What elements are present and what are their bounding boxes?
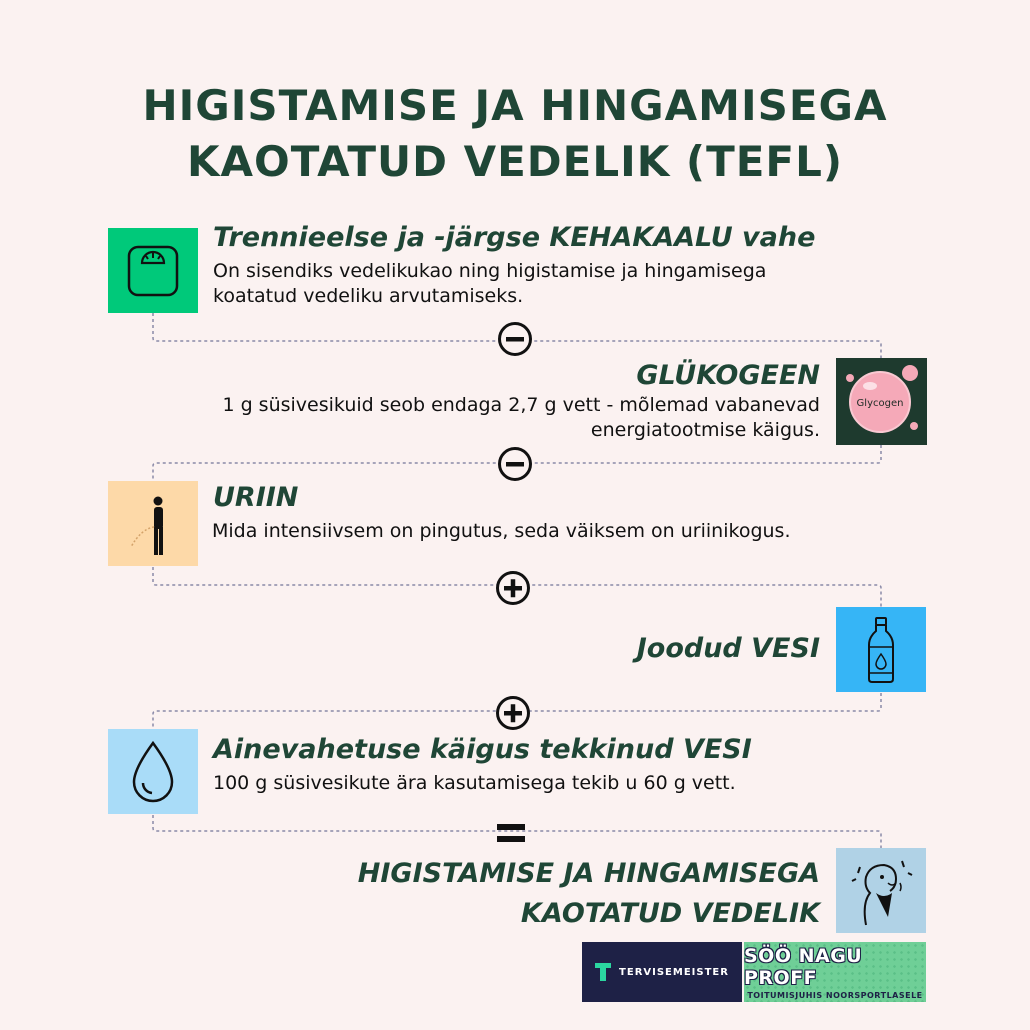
plus-icon [495, 570, 531, 606]
equals-icon [491, 815, 535, 851]
step-text-glycogen-1: 1 g süsivesikuid seob endaga 2,7 g vett - mõlemad vabanevad [222, 394, 820, 416]
tervisemeister-logo [582, 942, 742, 1002]
step-heading-urine: URIIN [213, 482, 299, 513]
minus-icon [497, 321, 533, 357]
water-bottle-icon-box [836, 607, 926, 692]
step-text-body-weight-1: On sisendiks vedelikukao ning higistamise ja hingamisega [213, 260, 767, 282]
step-text-urine: Mida intensiivsem on pingutus, seda väiksem on uriinikogus. [212, 520, 791, 542]
water-drop-icon [128, 739, 178, 805]
water-bottle-icon [861, 615, 901, 685]
urinating-person-icon-box [108, 481, 198, 566]
glycogen-icon [836, 358, 927, 445]
sweating-person-icon-box [836, 848, 926, 933]
soo-nagu-proff-logo-subtitle: TOITUMISJUHIS NOORSPORTLASELE [747, 990, 923, 1000]
step-heading-drunk-water: Joodud VESI [636, 633, 820, 664]
soo-nagu-proff-logo-title: SÖÖ NAGU PROFF [744, 944, 863, 989]
step-text-body-weight-2: koatatud vedeliku arvutamiseks. [213, 285, 524, 307]
step-heading-glycogen: GLÜKOGEEN [636, 360, 820, 391]
scale-icon-box [108, 228, 198, 313]
step-heading-body-weight: Trennieelse ja -järgse KEHAKAALU vahe [213, 222, 816, 253]
step-text-glycogen-2: energiatootmise käigus. [590, 419, 820, 441]
water-drop-icon-box [108, 729, 198, 814]
plus-icon [495, 695, 531, 731]
tervisemeister-logo-text: TERVISEMEISTER [619, 966, 729, 978]
result-heading-line-2: KAOTATUD VEDELIK [520, 898, 820, 929]
glycogen-icon-label: Glycogen [856, 398, 904, 409]
sweating-person-icon [848, 853, 914, 929]
scale-icon [126, 244, 180, 298]
glycogen-icon-box [836, 358, 927, 445]
tervisemeister-logo-icon [595, 963, 611, 981]
result-heading-line-1: HIGISTAMISE JA HINGAMISEGA [357, 858, 820, 889]
step-heading-metabolic-water: Ainevahetuse käigus tekkinud VESI [213, 734, 752, 765]
minus-icon [497, 446, 533, 482]
soo-nagu-proff-logo [744, 942, 926, 1002]
step-text-metabolic-water: 100 g süsivesikute ära kasutamisega tekib u 60 g vett. [213, 772, 736, 794]
title-line-1: HIGISTAMISE JA HINGAMISEGA [142, 81, 888, 130]
urinating-person-icon [123, 489, 183, 559]
title-line-2: KAOTATUD VEDELIK (TEFL) [186, 137, 844, 186]
